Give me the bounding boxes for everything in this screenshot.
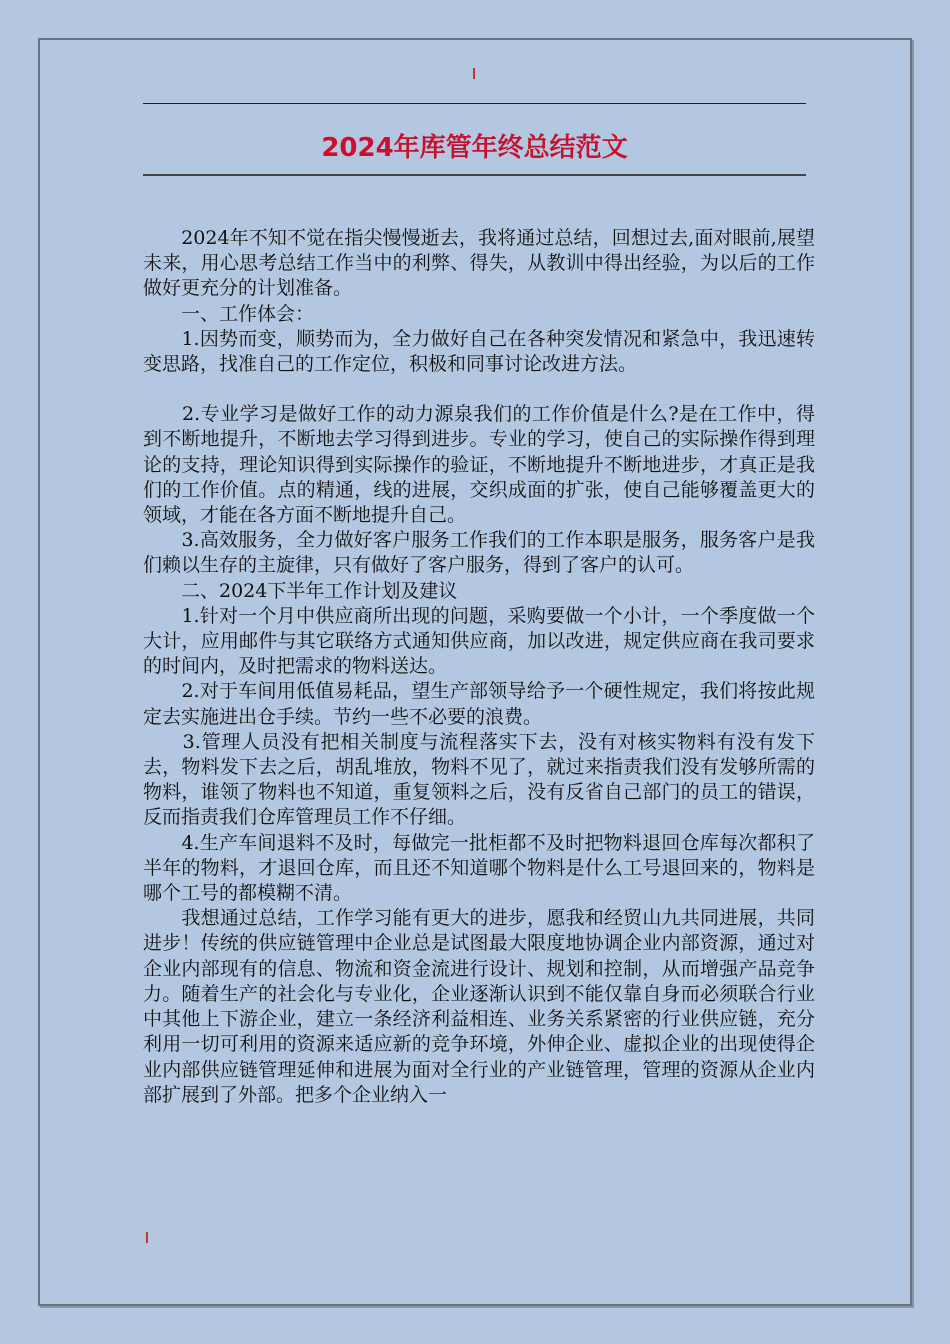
document-title: 2024年库管年终总结范文 <box>321 133 628 163</box>
paragraph-1-1: 1.因势而变，顺势而为，全力做好自己在各种突发情况和紧急中，我迅速转变思路，找准自己的工作定位，积极和同事讨论改进方法。 <box>143 327 815 376</box>
paragraph-2-1: 1.针对一个月中供应商所出现的问题，采购要做一个小计，一个季度做一个大计，应用邮件与其它联络方式通知供应商，加以改进，规定供应商在我司要求的时间内，及时把需求的物料送达。 <box>143 604 815 678</box>
document-body <box>143 226 815 1108</box>
paragraph-1-3: 3.高效服务，全力做好客户服务工作我们的工作本职是服务，服务客户是我们赖以生存的主旋律，只有做好了客户服务，得到了客户的认可。 <box>143 529 815 577</box>
header-rule <box>143 103 806 104</box>
section-heading-1: 一、工作体会： <box>143 302 315 325</box>
paragraph-1-2: 2.专业学习是做好工作的动力源泉我们的工作价值是什么?是在工作中，得到不断地提升，不断地去学习得到进步。专业的学习，使自己的实际操作得到理论的支持，理论知识得到实际操作的验证，不断地提升不断地进步，才真正是我们的工作价值。点的精通，线的进展，交织成面的扩张，使自己能够覆盖更大的领域，才能在各方面不断地提升自己。 <box>143 403 815 527</box>
title-rule <box>143 174 806 176</box>
section-heading-2: 二、2024下半年工作计划及建议 <box>143 579 458 602</box>
closing-paragraph: 我想通过总结，工作学习能有更大的进步，愿我和经贸山九共同进展，共同进步！传统的供应链管理中企业总是试图最大限度地协调企业内部资源，通过对企业内部现有的信息、物流和资金流进行设计、规划和控制，从而增强产品竞争力。随着生产的社会化与专业化，企业逐渐认识到不能仅靠自身而必须联合行业中其他上下游企业，建立一条经济利益相连、业务关系紧密的行业供应链，充分利用一切可利用的资源来适应新的竞争环境，外伸企业、虚拟企业的出现使得企业内部供应链管理延伸和进展为面对全行业的产业链管理，管理的资源从企业内部扩展到了外部。把多个企业纳入一 <box>143 907 815 1106</box>
paragraph-2-4: 4.生产车间退料不及时，每做完一批柜都不及时把物料退回仓库每次都积了半年的物料，才退回仓库，而且还不知道哪个物料是什么工号退回来的，物料是哪个工号的都模糊不清。 <box>143 831 815 905</box>
intro-paragraph: 2024年不知不觉在指尖慢慢逝去，我将通过总结，回想过去,面对眼前,展望未来，用心思考总结工作当中的利弊、得失，从教训中得出经验，为以后的工作做好更充分的计划准备。 <box>143 227 815 300</box>
paragraph-2-2: 2.对于车间用低值易耗品，望生产部领导给予一个硬性规定，我们将按此规定去实施进出仓手续。节约一些不必要的浪费。 <box>143 680 815 728</box>
paragraph-2-3: 3.管理人员没有把相关制度与流程落实下去，没有对核实物料有没有发下去，物料发下去之后，胡乱堆放，物料不见了，就过来指责我们没有发够所需的物料，谁领了物料也不知道，重复领料之后，没有反省自己部门的员工的错误，反而指责我们仓库管理员工作不仔细。 <box>143 730 815 829</box>
header-mark <box>473 68 475 79</box>
footer-mark <box>146 1232 148 1243</box>
